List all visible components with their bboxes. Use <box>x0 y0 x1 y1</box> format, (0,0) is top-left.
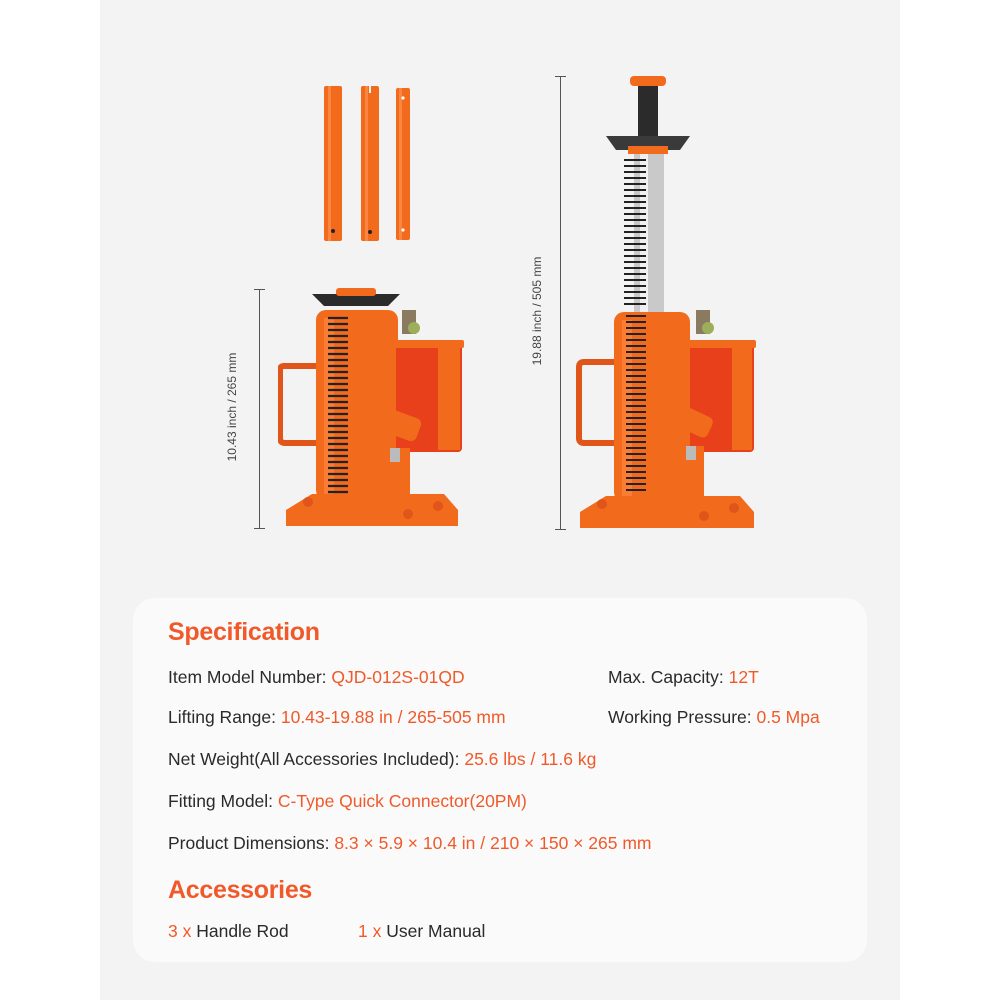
spec-value: 25.6 lbs / 11.6 kg <box>464 749 597 769</box>
accessory-item-handle-rod <box>168 921 289 942</box>
spec-row-max-capacity <box>608 667 759 688</box>
spec-value: 10.43-19.88 in / 265-505 mm <box>280 707 506 727</box>
accessory-qty: 1 x <box>358 921 382 941</box>
extended-height-label: 19.88 inch / 505 mm <box>530 256 544 366</box>
spec-value: 12T <box>728 667 759 687</box>
jack-extended-image <box>576 76 766 536</box>
spec-row-fitting-model <box>168 791 527 812</box>
spec-row-lifting-range <box>168 707 506 728</box>
accessory-name: Handle Rod <box>191 921 289 941</box>
spec-label: Product Dimensions: <box>168 833 335 853</box>
specification-heading: Specification <box>168 618 320 646</box>
collapsed-height-label: 10.43 inch / 265 mm <box>225 352 239 462</box>
spec-label: Max. Capacity: <box>608 667 729 687</box>
dimension-line-collapsed <box>259 289 260 529</box>
spec-row-model-number <box>168 667 465 688</box>
dimension-cap-bottom <box>555 529 566 530</box>
spec-label: Net Weight(All Accessories Included): <box>168 749 465 769</box>
spec-label: Item Model Number: <box>168 667 332 687</box>
spec-value: QJD-012S-01QD <box>331 667 465 687</box>
dimension-line-extended <box>560 76 561 530</box>
spec-label: Lifting Range: <box>168 707 281 727</box>
spec-label: Fitting Model: <box>168 791 278 811</box>
spec-value: C-Type Quick Connector(20PM) <box>277 791 527 811</box>
spec-value: 8.3 × 5.9 × 10.4 in / 210 × 150 × 265 mm <box>334 833 652 853</box>
jack-collapsed-image <box>278 288 468 534</box>
spec-value: 0.5 Mpa <box>756 707 820 727</box>
dimension-cap-bottom <box>254 528 265 529</box>
spec-label: Working Pressure: <box>608 707 757 727</box>
spec-row-working-pressure <box>608 707 820 728</box>
accessory-item-user-manual <box>358 921 485 942</box>
accessory-name: User Manual <box>381 921 486 941</box>
accessory-qty: 3 x <box>168 921 192 941</box>
handle-rods-image <box>318 84 418 244</box>
spec-row-net-weight <box>168 749 596 770</box>
specification-card <box>133 598 867 962</box>
spec-row-product-dimensions <box>168 833 652 854</box>
accessories-heading: Accessories <box>168 876 313 904</box>
